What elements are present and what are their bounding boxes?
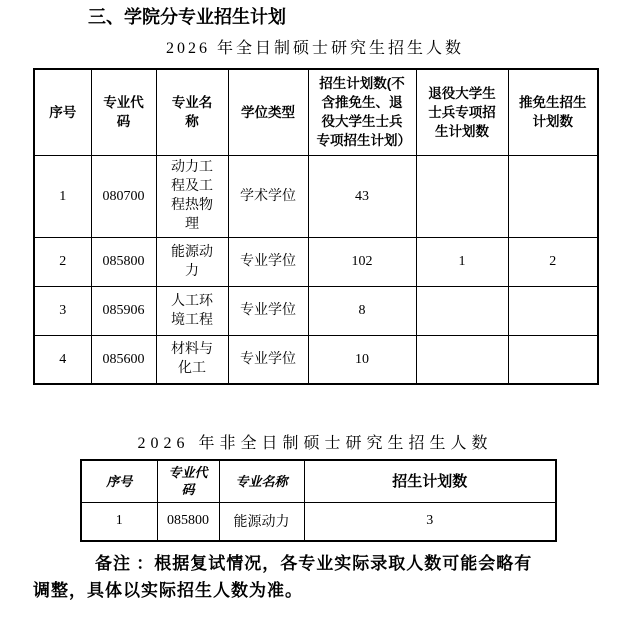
fulltime-table-title: 2026 年全日制硕士研究生招生人数 bbox=[165, 40, 464, 57]
cell-major-name: 人工环境工程 bbox=[156, 286, 228, 335]
parttime-table-title: 2026 年非全日制硕士研究生招生人数 bbox=[137, 435, 493, 452]
col-header-major-name: 专业名称 bbox=[219, 460, 304, 502]
col-header-seq: 序号 bbox=[34, 69, 91, 155]
cell-major-code: 085906 bbox=[91, 286, 156, 335]
page bbox=[0, 6, 628, 604]
parttime-table bbox=[80, 459, 557, 542]
table-row bbox=[34, 237, 598, 286]
col-header-exempt-plan: 推免生招生计划数 bbox=[508, 69, 598, 155]
section-heading: 三、学院分专业招生计划 bbox=[88, 7, 286, 27]
cell-major-name: 动力工程及工程热物理 bbox=[156, 155, 228, 237]
table-row bbox=[34, 155, 598, 237]
cell-degree-type: 学术学位 bbox=[228, 155, 308, 237]
cell-seq: 2 bbox=[34, 237, 91, 286]
remark-note-line2: 调整，具体以实际招生人数为准。 bbox=[33, 581, 303, 600]
cell-major-code: 085600 bbox=[91, 335, 156, 384]
col-header-plan-count: 招生计划数(不含推免生、退役大学生士兵专项招生计划） bbox=[308, 69, 416, 155]
fulltime-table bbox=[33, 68, 599, 385]
cell-major-code: 085800 bbox=[91, 237, 156, 286]
cell-major-name: 能源动力 bbox=[219, 502, 304, 541]
cell-plan-count: 10 bbox=[308, 335, 416, 384]
table-row bbox=[34, 286, 598, 335]
cell-plan-count: 43 bbox=[308, 155, 416, 237]
col-header-plan-count: 招生计划数 bbox=[304, 460, 556, 502]
table-row bbox=[81, 502, 556, 541]
cell-veteran-plan bbox=[416, 155, 508, 237]
remark-note bbox=[33, 550, 598, 604]
col-header-veteran-plan: 退役大学生士兵专项招生计划数 bbox=[416, 69, 508, 155]
cell-veteran-plan bbox=[416, 286, 508, 335]
table-row bbox=[34, 335, 598, 384]
cell-major-name: 能源动力 bbox=[156, 237, 228, 286]
cell-plan-count: 8 bbox=[308, 286, 416, 335]
cell-exempt-plan: 2 bbox=[508, 237, 598, 286]
cell-major-code: 085800 bbox=[157, 502, 219, 541]
remark-note-line1: 备注 ：根据复试情况，各专业实际录取人数可能会略有 bbox=[95, 554, 533, 573]
cell-exempt-plan bbox=[508, 286, 598, 335]
cell-exempt-plan bbox=[508, 155, 598, 237]
fulltime-header-row bbox=[34, 69, 598, 155]
cell-degree-type: 专业学位 bbox=[228, 286, 308, 335]
cell-exempt-plan bbox=[508, 335, 598, 384]
cell-seq: 1 bbox=[34, 155, 91, 237]
cell-degree-type: 专业学位 bbox=[228, 237, 308, 286]
col-header-major-code: 专业代码 bbox=[157, 460, 219, 502]
cell-veteran-plan: 1 bbox=[416, 237, 508, 286]
cell-plan-count: 102 bbox=[308, 237, 416, 286]
cell-seq: 1 bbox=[81, 502, 157, 541]
cell-major-name: 材料与化工 bbox=[156, 335, 228, 384]
cell-veteran-plan bbox=[416, 335, 508, 384]
cell-major-code: 080700 bbox=[91, 155, 156, 237]
parttime-header-row bbox=[81, 460, 556, 502]
col-header-degree-type: 学位类型 bbox=[228, 69, 308, 155]
cell-plan-count: 3 bbox=[304, 502, 556, 541]
cell-seq: 3 bbox=[34, 286, 91, 335]
col-header-major-name: 专业名称 bbox=[156, 69, 228, 155]
col-header-seq: 序号 bbox=[81, 460, 157, 502]
cell-degree-type: 专业学位 bbox=[228, 335, 308, 384]
cell-seq: 4 bbox=[34, 335, 91, 384]
col-header-major-code: 专业代码 bbox=[91, 69, 156, 155]
